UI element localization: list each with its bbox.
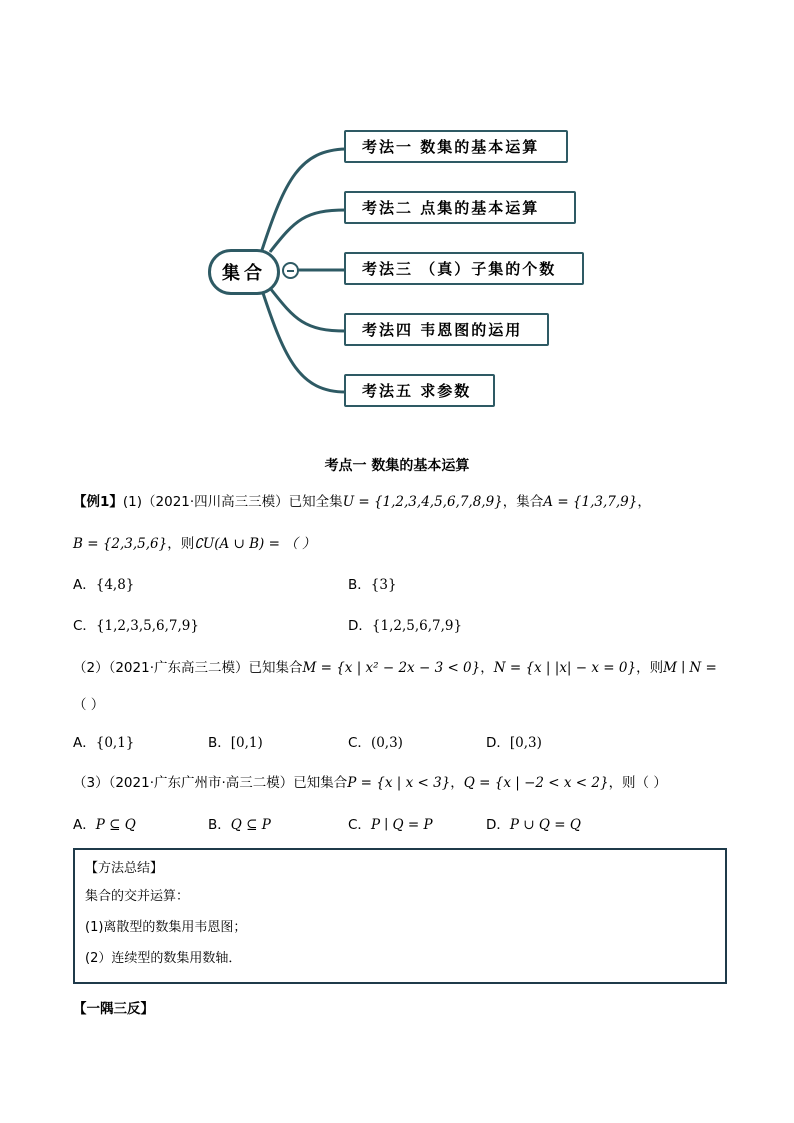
q2-set-m: M = {x | x² − 2x − 3 < 0} <box>302 660 481 676</box>
q1-then: ，则 <box>167 536 195 552</box>
connector-1 <box>262 149 346 250</box>
q2-option-c <box>348 731 403 751</box>
option-value: P ⊆ Q <box>95 817 136 833</box>
q3-sep: ， <box>450 775 464 791</box>
q1-set-a: A = {1,3,7,9} <box>543 494 638 510</box>
option-label: C． <box>348 817 371 833</box>
option-value: {0,1} <box>95 735 135 751</box>
option-label: B． <box>208 735 231 751</box>
option-label: A． <box>73 817 96 833</box>
option-label: A． <box>73 735 96 751</box>
option-label: D． <box>486 735 510 751</box>
q3-then: ，则（ ） <box>608 775 667 791</box>
connector-2 <box>270 210 346 252</box>
section-title: 考点一 数集的基本运算 <box>324 458 470 474</box>
q1-end: ， <box>637 494 651 510</box>
example1-q1-line2 <box>73 532 315 552</box>
branch-4: 考法四 韦恩图的运用 <box>344 313 549 346</box>
method-summary-line-3: (2）连续型的数集用数轴． <box>85 951 242 966</box>
option-label: C． <box>73 618 96 634</box>
connector-5 <box>262 290 346 392</box>
mind-map-root: 集合 <box>208 249 280 295</box>
q3-option-a <box>73 813 136 833</box>
method-summary-line-1: 集合的交并运算： <box>85 889 190 904</box>
example1-q2-line1 <box>73 656 717 676</box>
q3-option-d <box>486 813 581 833</box>
option-value: {4,8} <box>95 577 135 593</box>
branch-2: 考法二 点集的基本运算 <box>344 191 576 224</box>
option-label: D． <box>486 817 510 833</box>
q1-option-d <box>348 614 462 634</box>
option-label: C． <box>348 735 371 751</box>
option-value: P ∣ Q = P <box>370 817 433 833</box>
q3-set-q: Q = {x | −2 < x < 2} <box>463 775 609 791</box>
q3-option-b <box>208 813 271 833</box>
branch-3: 考法三 （真）子集的个数 <box>344 252 584 285</box>
method-summary-box <box>73 848 727 984</box>
q2-expression: M ∣ N = <box>663 660 717 676</box>
method-summary-title: 【方法总结】 <box>85 861 164 876</box>
q3-prefix: （3）（2021·广东广州市·高三二模）已知集合 <box>73 775 348 791</box>
option-value: {3} <box>370 577 397 593</box>
branch-1: 考法一 数集的基本运算 <box>344 130 568 163</box>
q2-option-d <box>486 731 542 751</box>
option-label: A． <box>73 577 96 593</box>
connector-4 <box>270 288 346 331</box>
option-value: {1,2,3,5,6,7,9} <box>95 618 199 634</box>
option-value: {1,2,5,6,7,9} <box>371 618 463 634</box>
q2-paren: （ ） <box>73 697 105 713</box>
q1-prefix: (1)（2021·四川高三三模）已知全集 <box>122 494 343 510</box>
practice-title: 【一隅三反】 <box>73 1001 154 1017</box>
method-summary-line-2: (1)离散型的数集用韦恩图； <box>85 920 247 935</box>
option-label: B． <box>208 817 231 833</box>
q2-prefix: （2）（2021·广东高三二模）已知集合 <box>73 660 303 676</box>
q1-universal-set: U = {1,2,3,4,5,6,7,8,9} <box>342 494 503 510</box>
q1-set-b: B = {2,3,5,6} <box>73 536 168 552</box>
q3-set-p: P = {x | x < 3} <box>347 775 451 791</box>
option-value: Q ⊆ P <box>230 817 271 833</box>
mind-map <box>0 0 794 430</box>
q2-option-a <box>73 731 134 751</box>
q1-option-a <box>73 573 134 593</box>
collapse-toggle-icon[interactable] <box>282 262 299 279</box>
example-label: 【例1】 <box>73 494 123 510</box>
q2-option-b <box>208 731 263 751</box>
q1-option-b <box>348 573 397 593</box>
option-value: (0,3) <box>370 735 403 751</box>
option-value: [0,1) <box>230 735 263 751</box>
example1-q1-line1 <box>73 490 651 510</box>
q1-mid: ，集合 <box>502 494 544 510</box>
q1-option-c <box>73 614 199 634</box>
option-value: [0,3) <box>509 735 542 751</box>
option-label: D． <box>348 618 372 634</box>
q2-set-n: N = {x | |x| − x = 0} <box>493 660 637 676</box>
example1-q3-line1 <box>73 771 667 791</box>
q2-sep: ， <box>480 660 494 676</box>
q1-expression: ∁U(A ∪ B) = （ ） <box>194 536 316 552</box>
option-value: P ∪ Q = Q <box>509 817 581 833</box>
option-label: B． <box>348 577 371 593</box>
q3-option-c <box>348 813 433 833</box>
q2-then: ，则 <box>636 660 664 676</box>
branch-5: 考法五 求参数 <box>344 374 495 407</box>
